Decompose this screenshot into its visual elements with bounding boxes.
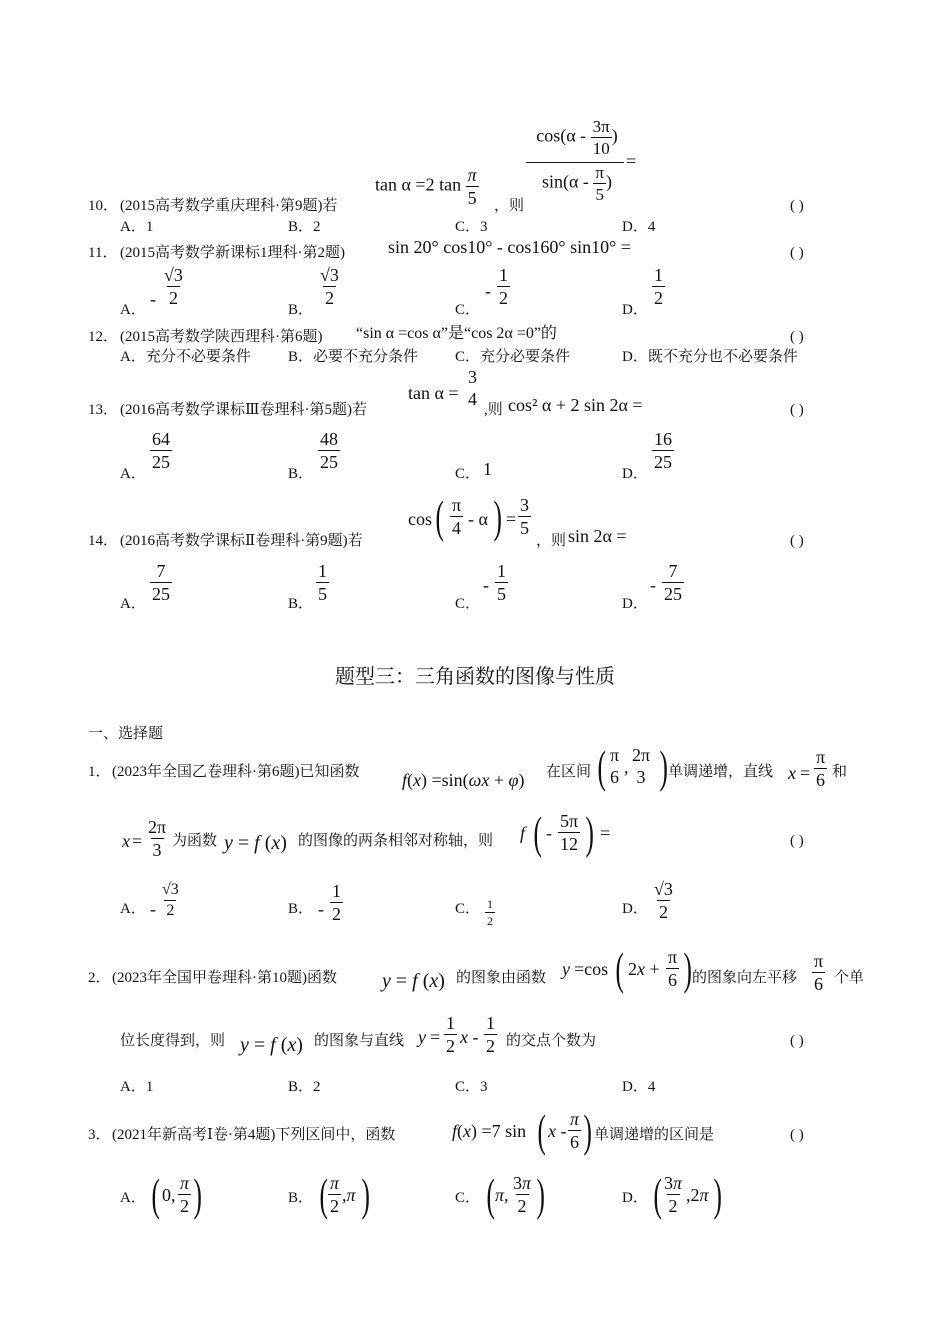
- expression-math: sin 20° cos10° - cos160° sin10° =: [388, 237, 631, 257]
- subsection-heading: 一、选择题: [88, 726, 164, 742]
- option-d[interactable]: D．4: [622, 1079, 656, 1095]
- expression-math: sin 2α =: [568, 526, 627, 546]
- function-math: y = f (x): [224, 832, 287, 854]
- question-number: 13．: [88, 402, 119, 418]
- question-source: (2023年全国甲卷理科·第10题)函数: [112, 970, 337, 986]
- answer-paren: ( ): [790, 533, 804, 549]
- function-math: f(x) =sin(ωx + φ): [402, 770, 525, 790]
- stem-text: 在区间: [546, 764, 592, 780]
- question-source: (2016高考数学课标Ⅱ卷理科·第9题)若: [120, 533, 363, 549]
- stem-text: 单调递增的区间是: [594, 1127, 715, 1143]
- answer-paren: ( ): [790, 198, 804, 214]
- shift-math: $\frac{\pi}{6}$: [814, 951, 824, 994]
- answer-paren: ( ): [790, 833, 804, 849]
- question-source: (2015高考数学新课标1理科·第2题): [120, 245, 345, 261]
- answer-paren: ( ): [790, 402, 804, 418]
- expression-math: cos² α + 2 sin 2α =: [508, 395, 643, 415]
- question-number: 1．: [88, 764, 111, 780]
- option-a[interactable]: A．充分不必要条件: [120, 349, 251, 365]
- conjunction: ,则: [484, 402, 503, 418]
- option-c[interactable]: C．充分必要条件: [455, 349, 571, 365]
- answer-paren: ( ): [790, 245, 804, 261]
- question-number: 10．: [88, 198, 119, 214]
- question-number: 2．: [88, 970, 111, 986]
- option-b[interactable]: B．必要不充分条件: [288, 349, 419, 365]
- option-b[interactable]: B．2: [288, 219, 321, 235]
- question-number: 3．: [88, 1127, 111, 1143]
- question-source: (2021年新高考Ⅰ卷·第4题)下列区间中，函数: [112, 1127, 396, 1143]
- condition-math: tan α =2 tan $\frac{\pi}{5}$: [375, 165, 477, 208]
- function-math: y = f (x): [382, 970, 445, 992]
- question-number: 12．: [88, 329, 119, 345]
- answer-paren: ( ): [790, 1033, 804, 1049]
- option-c[interactable]: C．3: [455, 1079, 488, 1095]
- question-source: (2015高考数学重庆理科·第9题)若: [120, 198, 338, 214]
- section-title: 题型三：三角函数的图像与性质: [335, 664, 615, 688]
- conjunction: ，则: [536, 533, 567, 549]
- question-source: (2016高考数学课标Ⅲ卷理科·第5题)若: [120, 402, 367, 418]
- stem-text: 个单: [834, 970, 865, 986]
- stem-text: 位长度得到，则: [120, 1033, 226, 1049]
- stem-text: 的图象向左平移: [692, 970, 798, 986]
- stem-text: 的图像的两条相邻对称轴，则: [298, 833, 494, 849]
- option-b[interactable]: B．2: [288, 1079, 321, 1095]
- stem-text: 的图象与直线: [314, 1033, 405, 1049]
- answer-paren: ( ): [790, 1127, 804, 1143]
- stem-text: 的图象由函数: [456, 970, 547, 986]
- question-number: 14．: [88, 533, 119, 549]
- stem-text: 单调递增，直线: [668, 764, 774, 780]
- conjunction: ，则: [494, 198, 525, 214]
- equals-sign: =: [626, 151, 637, 171]
- stem-text: 和: [832, 764, 848, 780]
- stem-math: “sin α =cos α”是“cos 2α =0”的: [356, 325, 557, 342]
- question-number: 11．: [88, 245, 118, 261]
- function-math: y = f (x): [240, 1034, 303, 1056]
- option-c[interactable]: C．3: [455, 219, 488, 235]
- question-source: (2023年全国乙卷理科·第6题)已知函数: [112, 764, 360, 780]
- answer-paren: ( ): [790, 329, 804, 345]
- question-source: (2015高考数学陕西理科·第6题): [120, 329, 323, 345]
- stem-text: 为函数: [172, 833, 218, 849]
- expression-denominator: sin(α - $\frac{\pi}{5}$ ): [541, 163, 613, 204]
- option-d[interactable]: D．4: [622, 219, 656, 235]
- option-a[interactable]: A．1: [120, 219, 154, 235]
- condition-fraction: 3 4: [468, 367, 477, 409]
- option-d[interactable]: D．既不充分也不必要条件: [622, 349, 798, 365]
- fraction-bar: [526, 162, 624, 163]
- expression-numerator: cos(α - $\frac{3\pi}{10}$ ): [536, 117, 618, 158]
- condition-math: tan α =: [408, 383, 459, 403]
- stem-text: 的交点个数为: [506, 1033, 597, 1049]
- option-a[interactable]: A．1: [120, 1079, 154, 1095]
